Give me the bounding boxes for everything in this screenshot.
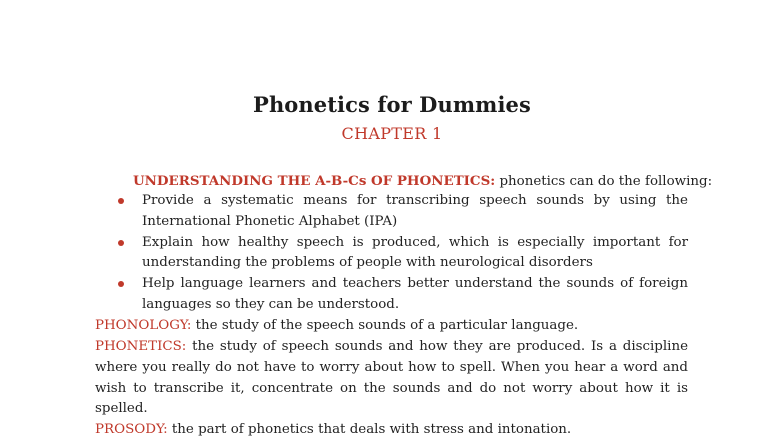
chapter-heading: CHAPTER 1 xyxy=(341,124,443,143)
definition-text: the study of the speech sounds of a particular language. xyxy=(191,318,579,333)
definition-text: the part of phonetics that deals with stress and intonation. xyxy=(167,422,572,437)
list-item xyxy=(95,233,688,275)
bullet-icon xyxy=(118,198,124,204)
bullet-icon xyxy=(118,240,124,246)
definition-prosody xyxy=(95,420,688,441)
definition-term: PHONETICS: xyxy=(95,339,187,354)
definition-term: PHONOLOGY: xyxy=(95,318,192,333)
definition-term: PROSODY: xyxy=(95,422,168,437)
bullet-text: Explain how healthy speech is produced, which is especially important for understanding the problems of people with neurological disorders xyxy=(142,234,688,271)
list-item xyxy=(95,191,688,233)
bullet-text: Provide a systematic means for transcribing speech sounds by using the International Phonetic Alphabet (IPA) xyxy=(142,193,688,229)
definition-phonetics xyxy=(95,337,688,420)
intro-text: phonetics can do the following: xyxy=(495,174,713,189)
intro-paragraph xyxy=(133,171,713,192)
bullet-list xyxy=(95,191,688,316)
definition-phonology xyxy=(95,316,688,337)
definition-text: the study of speech sounds and how they are produced. Is a discipline where you really do not have to worry about how to spell. When you hear a word and wish to transcribe it, concentrate on the sounds and do not worry about how it is spelled. xyxy=(95,339,688,417)
bullet-icon xyxy=(118,281,124,287)
document-title: Phonetics for Dummies xyxy=(253,92,531,117)
list-item xyxy=(95,274,688,316)
intro-lead: UNDERSTANDING THE A-B-Cs OF PHONETICS: xyxy=(133,173,496,189)
bullet-text: Help language learners and teachers better understand the sounds of foreign languages so they can be understood. xyxy=(142,276,688,312)
